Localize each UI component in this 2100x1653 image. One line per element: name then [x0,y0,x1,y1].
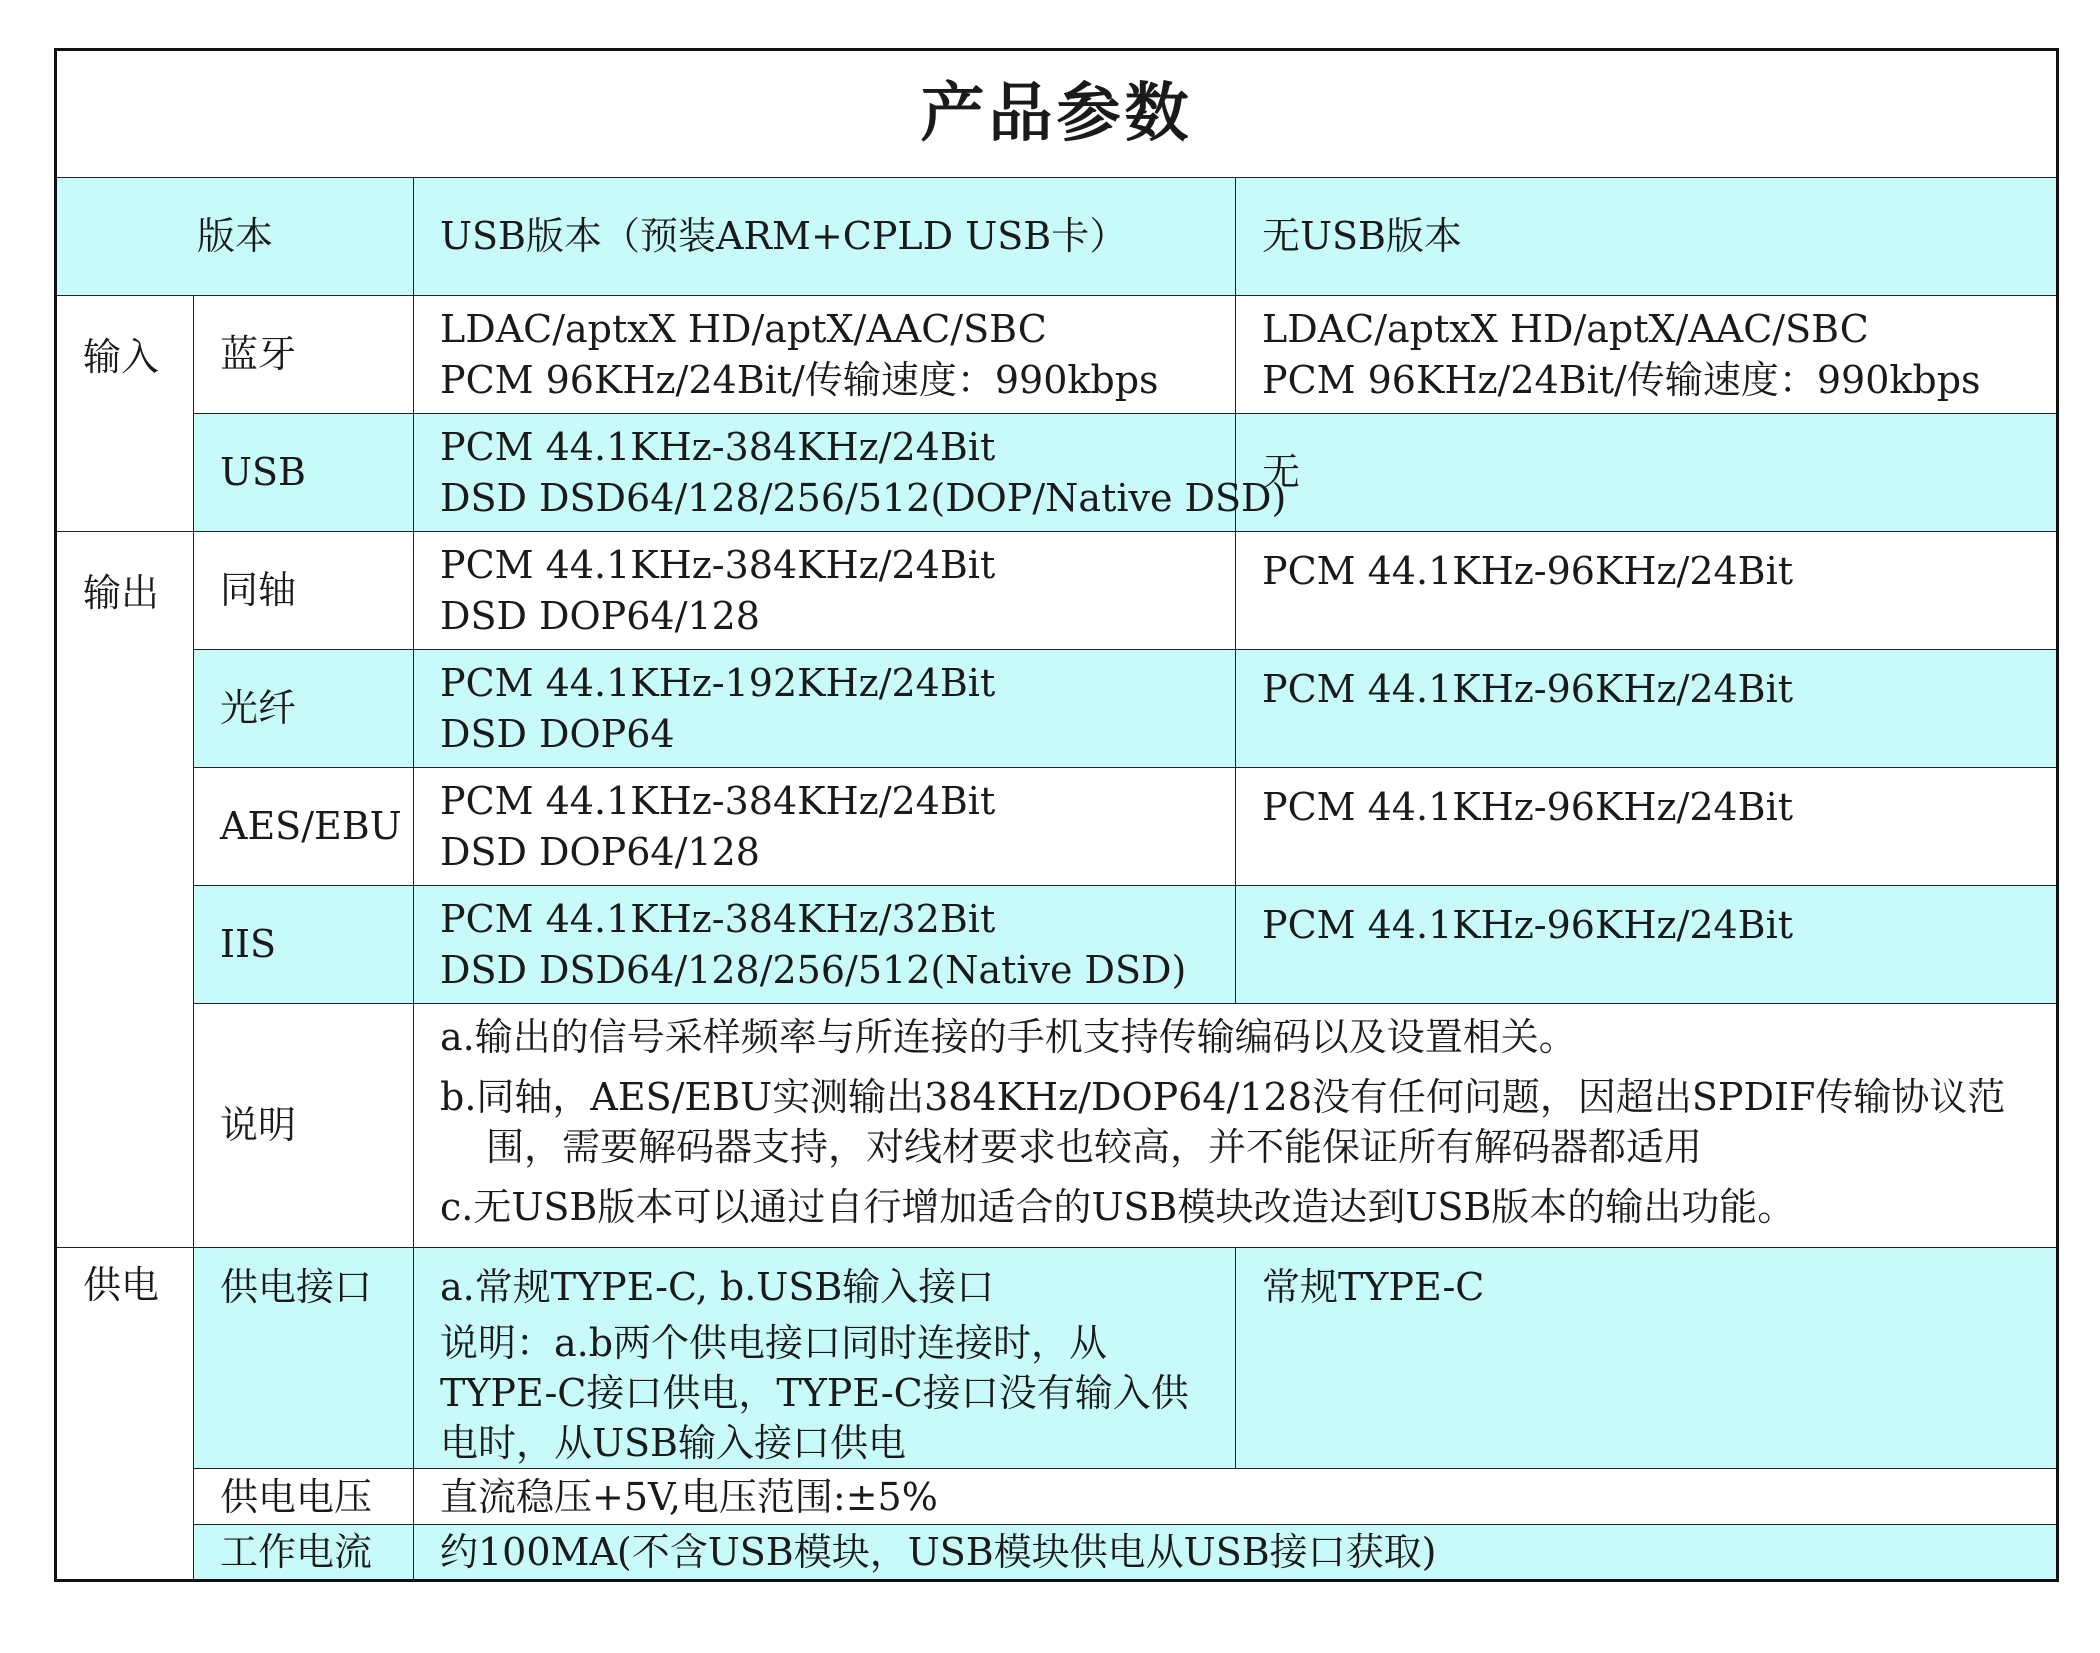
power-voltage-row [56,1469,2058,1525]
usb-input-usb-line2: DSD DSD64/128/256/512(DOP/Native DSD) [440,475,1287,520]
version-label: 版本 [56,178,414,296]
coaxial-row [56,532,2058,650]
optical-nousb-cell: PCM 44.1KHz-96KHz/24Bit [1236,650,2058,768]
optical-label: 光纤 [194,650,414,768]
iis-usb-line1: PCM 44.1KHz-384KHz/32Bit [440,897,996,942]
optical-usb-cell [414,650,1236,768]
bluetooth-nousb-line2: PCM 96KHz/24Bit/传输速度：990kbps [1262,357,1981,402]
title-row [56,50,2058,178]
usb-version-header: USB版本（预装ARM+CPLD USB卡） [414,178,1236,296]
bluetooth-usb-line1: LDAC/aptxX HD/aptX/AAC/SBC [440,307,1047,352]
usb-input-label: USB [194,414,414,532]
coaxial-label: 同轴 [194,532,414,650]
coaxial-usb-cell [414,532,1236,650]
output-group-text: 输出 [83,571,160,615]
iis-label: IIS [194,886,414,1004]
notes-label: 说明 [194,1004,414,1248]
page-title: 产品参数 [56,50,2058,178]
power-interface-nousb-cell: 常规TYPE-C [1236,1247,2058,1469]
usb-input-row [56,414,2058,532]
usb-input-usb-cell [414,414,1287,532]
bluetooth-label: 蓝牙 [194,296,414,414]
note-c: c.无USB版本可以通过自行增加适合的USB模块改造达到USB版本的输出功能。 [440,1185,1796,1230]
aes-usb-line2: DSD DOP64/128 [440,829,760,874]
power-current-row [56,1525,2058,1581]
optical-row [56,650,2058,768]
iis-row [56,886,2058,1004]
note-b: b.同轴，AES/EBU实测输出384KHz/DOP64/128没有任何问题，因超出SPDIF传输协议范围，需要解码器支持，对线材要求也较高，并不能保证所有解码器都适用 [440,1075,2006,1170]
optical-usb-line2: DSD DOP64 [440,711,675,756]
product-spec-table [54,48,2059,1582]
version-header-row [56,178,2058,296]
bluetooth-nousb-cell [1236,296,2058,414]
input-group-text: 输入 [83,335,160,379]
power-current-value: 约100MA(不含USB模块，USB模块供电从USB接口获取) [414,1525,2058,1581]
usb-input-usb-line1: PCM 44.1KHz-384KHz/24Bit [440,425,996,470]
power-interface-row [56,1247,2058,1469]
power-interface-label: 供电接口 [194,1247,414,1469]
bluetooth-row [56,296,2058,414]
iis-usb-cell [414,886,1236,1004]
notes-cell [414,1004,2058,1248]
aes-row [56,768,2058,886]
iis-nousb-cell: PCM 44.1KHz-96KHz/24Bit [1236,886,2058,1004]
optical-usb-line1: PCM 44.1KHz-192KHz/24Bit [440,661,996,706]
bluetooth-usb-line2: PCM 96KHz/24Bit/传输速度：990kbps [440,357,1159,402]
power-interface-usb-cell [414,1247,1236,1469]
coaxial-usb-line2: DSD DOP64/128 [440,593,760,638]
aes-usb-line1: PCM 44.1KHz-384KHz/24Bit [440,779,996,824]
aes-usb-cell [414,768,1236,886]
output-notes-row [56,1004,2058,1248]
power-voltage-value: 直流稳压+5V,电压范围:±5% [414,1469,2058,1525]
coaxial-nousb-cell: PCM 44.1KHz-96KHz/24Bit [1236,532,2058,650]
aes-nousb-cell: PCM 44.1KHz-96KHz/24Bit [1236,768,2058,886]
no-usb-version-header: 无USB版本 [1236,178,2058,296]
power-voltage-label: 供电电压 [194,1469,414,1525]
usb-input-nousb-cell: 无 [1236,414,2058,532]
note-a: a.输出的信号采样频率与所连接的手机支持传输编码以及设置相关。 [440,1015,1577,1059]
bluetooth-nousb-line1: LDAC/aptxX HD/aptX/AAC/SBC [1262,307,1869,352]
power-current-label: 工作电流 [194,1525,414,1581]
power-interface-usb-line1: a.常规TYPE-C, b.USB输入接口 [440,1264,995,1309]
bluetooth-usb-cell [414,296,1236,414]
power-group-label: 供电 [56,1247,194,1581]
power-interface-usb-note: 说明：a.b两个供电接口同时连接时，从TYPE-C接口供电，TYPE-C接口没有输入供电时，从USB输入接口供电 [440,1320,1189,1466]
input-group-label [56,296,194,532]
output-group-label [56,532,194,1248]
iis-usb-line2: DSD DSD64/128/256/512(Native DSD) [440,947,1187,992]
coaxial-usb-line1: PCM 44.1KHz-384KHz/24Bit [440,543,996,588]
aes-label: AES/EBU [194,768,414,886]
